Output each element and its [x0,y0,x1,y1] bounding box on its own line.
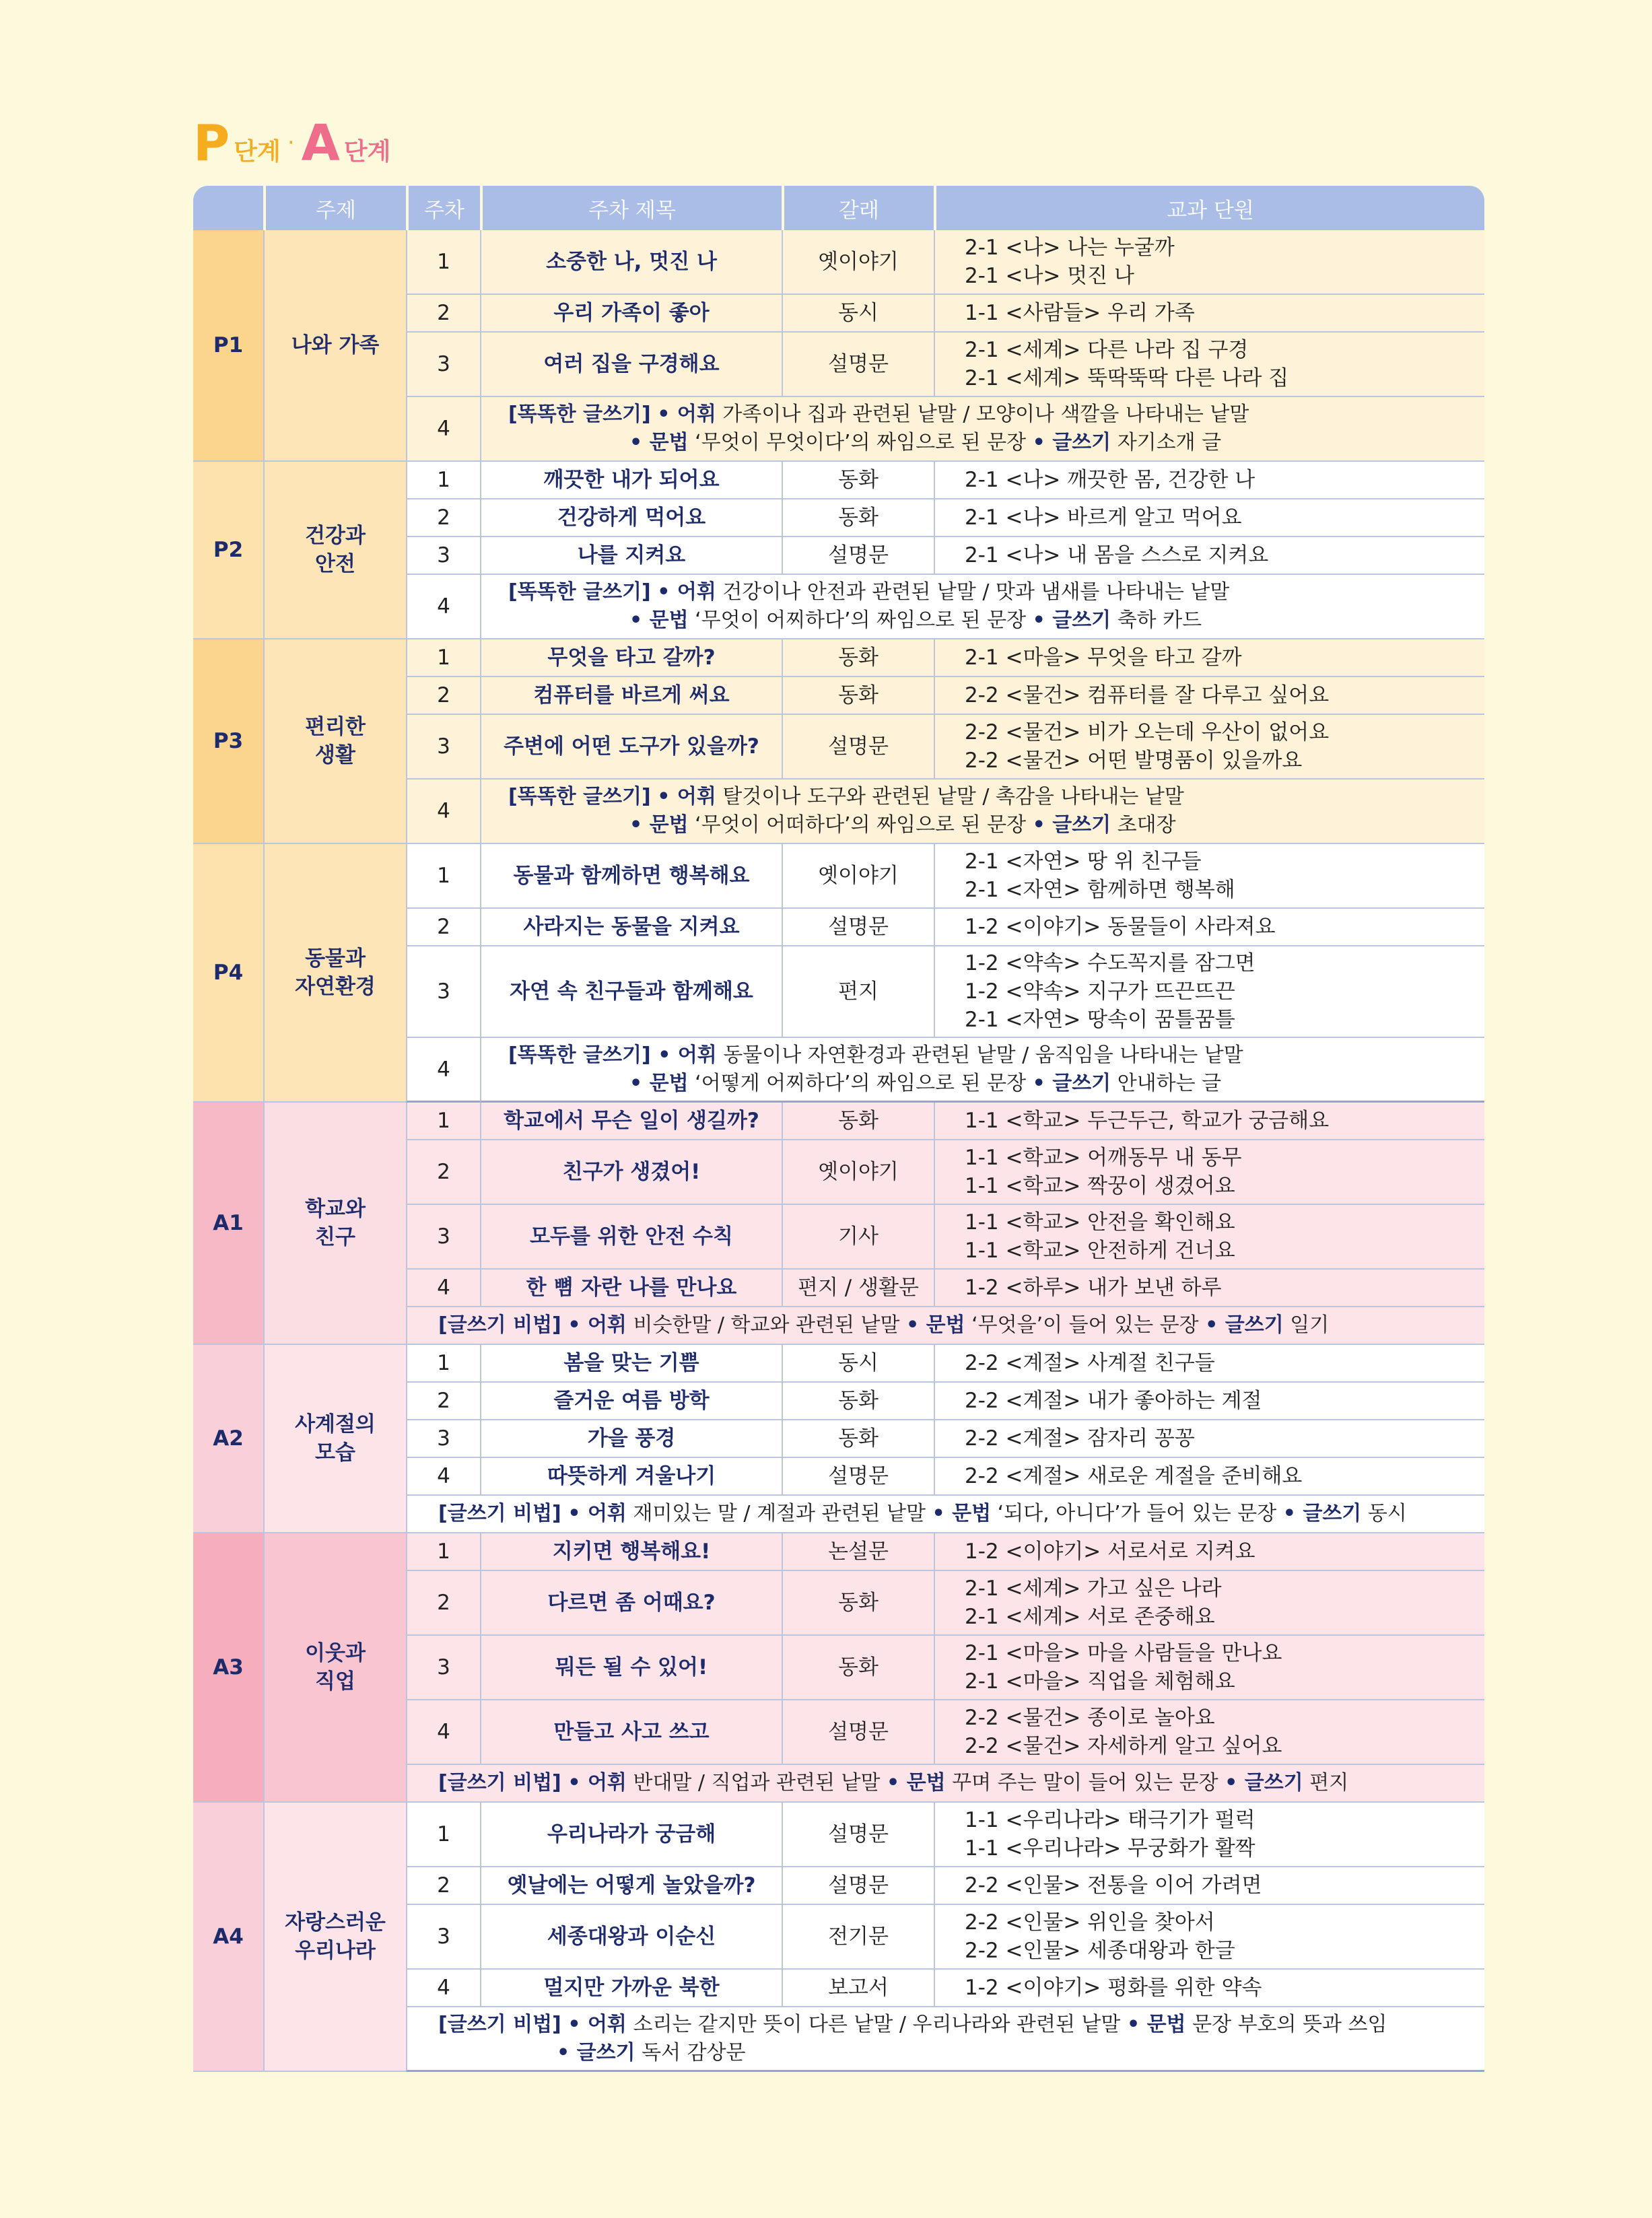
unit-line: 2-1 <나> 바르게 알고 먹어요 [965,506,1242,530]
note-key: • 문법 [629,1071,689,1095]
note-key: • 글쓰기 [557,2040,635,2065]
unit-line: 2-2 <물건> 어떤 발명품이 있을까요 [965,749,1303,773]
week-number: 3 [406,1905,480,1970]
genre: 설명문 [782,333,934,397]
unit-line: 1-2 <약속> 수도꼭지를 잠그면 [965,951,1255,975]
unit-line: 1-2 <약속> 지구가 뜨끈뜨끈 [965,979,1235,1004]
theme-line: 학교와 [305,1197,366,1221]
week-number: 3 [406,1420,480,1458]
group-code: P2 [193,462,263,639]
week-number: 2 [406,909,480,946]
note-label: [똑똑한 글쓰기] [508,785,651,808]
table-row [193,1103,1484,1140]
unit-line: 2-1 <세계> 뚝딱뚝딱 다른 나라 집 [965,366,1289,390]
note-text: 소리는 같지만 뜻이 다른 낱말 / 우리나라와 관련된 낱말 [626,2012,1127,2036]
genre: 옛이야기 [782,1140,934,1205]
note-key: • 어휘 [567,1313,627,1337]
genre: 동화 [782,1420,934,1458]
week-title: 한 뼘 자란 나를 만나요 [480,1270,782,1307]
week-title: 가을 풍경 [480,1420,782,1458]
week-number: 4 [406,1700,480,1765]
note-key: • 글쓰기 [1032,609,1111,632]
week-title: 동물과 함께하면 행복해요 [480,844,782,909]
writing-note [406,1496,1484,1533]
table-row [193,230,1484,295]
group-code: A2 [193,1345,263,1533]
note-label: [똑똑한 글쓰기] [508,403,651,426]
note-key: • 문법 [906,1313,965,1337]
unit-line: 2-2 <물건> 비가 오는데 우산이 없어요 [965,720,1330,744]
week-number: 3 [406,1636,480,1700]
textbook-unit [934,1803,1484,1867]
note-text: 문장 부호의 뜻과 쓰임 [1185,2012,1387,2036]
note-label: [글쓰기 비법] [438,1313,561,1337]
header-genre: 갈래 [782,186,934,230]
week-number: 1 [406,1103,480,1140]
unit-line: 1-2 <이야기> 동물들이 사라져요 [965,915,1276,939]
genre: 동화 [782,499,934,537]
writing-note [480,397,1484,462]
group-code: P4 [193,844,263,1103]
theme-line: 우리나라 [295,1939,376,1963]
unit-line: 1-1 <학교> 안전하게 건너요 [965,1239,1235,1263]
genre: 옛이야기 [782,230,934,295]
note-text: 재미있는 말 / 계절과 관련된 낱말 [626,1502,932,1525]
note-key: • 글쓰기 [1205,1313,1284,1337]
note-label: [글쓰기 비법] [438,1502,561,1525]
week-title: 세종대왕과 이순신 [480,1905,782,1970]
unit-line: 1-1 <학교> 두근두근, 학교가 궁금해요 [965,1109,1330,1133]
unit-line: 2-1 <나> 내 몸을 스스로 지켜요 [965,543,1269,567]
group-theme [263,1803,406,2072]
note-text: ‘어떻게 어찌하다’의 짜임으로 된 문장 [688,1071,1033,1095]
week-number: 3 [406,333,480,397]
textbook-unit [934,1383,1484,1420]
unit-line: 2-2 <인물> 세종대왕과 한글 [965,1939,1235,1963]
note-text: 꾸며 주는 말이 들어 있는 문장 [945,1771,1225,1795]
unit-line: 2-2 <계절> 내가 좋아하는 계절 [965,1389,1262,1413]
writing-note [406,2007,1484,2072]
note-text: 독서 감상문 [635,2040,746,2065]
note-label: [글쓰기 비법] [438,2012,561,2036]
note-key: • 문법 [629,431,689,454]
note-text: 반대말 / 직업과 관련된 낱말 [626,1771,887,1795]
unit-line: 2-2 <인물> 위인을 찾아서 [965,1910,1215,1935]
genre: 편지 / 생활문 [782,1270,934,1307]
group-code: P3 [193,639,263,844]
textbook-unit [934,677,1484,715]
textbook-unit [934,1140,1484,1205]
genre: 동시 [782,1345,934,1383]
note-label: [글쓰기 비법] [438,1771,561,1795]
genre: 동시 [782,295,934,333]
unit-line: 2-2 <물건> 종이로 놀아요 [965,1706,1215,1730]
theme-line: 모습 [315,1441,355,1465]
genre: 설명문 [782,537,934,575]
group-theme [263,462,406,639]
genre: 동화 [782,1383,934,1420]
unit-line: 2-1 <마을> 무엇을 타고 갈까 [965,646,1242,670]
week-title: 봄을 맞는 기쁨 [480,1345,782,1383]
writing-note [406,1765,1484,1803]
week-title: 만들고 사고 쓰고 [480,1700,782,1765]
note-key: • 어휘 [657,580,716,604]
week-title: 주변에 어떤 도구가 있을까? [480,715,782,779]
genre: 설명문 [782,909,934,946]
writing-note [480,575,1484,639]
textbook-unit [934,1103,1484,1140]
textbook-unit [934,909,1484,946]
header-week: 주차 [406,186,480,230]
note-text: 자기소개 글 [1111,431,1222,454]
note-key: • 어휘 [567,1502,627,1525]
unit-line: 2-1 <세계> 서로 존중해요 [965,1605,1215,1629]
week-title: 따뜻하게 겨울나기 [480,1458,782,1496]
group-theme [263,844,406,1103]
theme-line: 편리한 [305,715,366,739]
logo-a: A [301,114,340,172]
note-key: • 문법 [932,1502,992,1525]
week-title: 무엇을 타고 갈까? [480,639,782,677]
textbook-unit [934,1458,1484,1496]
theme-line: 생활 [315,743,355,767]
week-number: 1 [406,462,480,499]
genre: 설명문 [782,1803,934,1867]
textbook-unit [934,333,1484,397]
unit-line: 2-1 <마을> 직업을 체험해요 [965,1669,1235,1694]
week-title: 소중한 나, 멋진 나 [480,230,782,295]
textbook-unit [934,715,1484,779]
genre: 기사 [782,1205,934,1270]
genre: 동화 [782,462,934,499]
group-code: A1 [193,1103,263,1345]
unit-line: 1-1 <우리나라> 무궁화가 활짝 [965,1836,1255,1861]
note-text: 일기 [1283,1313,1330,1337]
genre: 설명문 [782,1867,934,1905]
week-number: 4 [406,1458,480,1496]
week-number: 2 [406,1140,480,1205]
genre: 전기문 [782,1905,934,1970]
unit-line: 2-1 <나> 멋진 나 [965,264,1134,288]
unit-line: 2-2 <인물> 전통을 이어 가려면 [965,1873,1262,1898]
week-number: 4 [406,397,480,462]
textbook-unit [934,1905,1484,1970]
note-text: ‘무엇이 무엇이다’의 짜임으로 된 문장 [688,431,1033,454]
note-label: [똑똑한 글쓰기] [508,580,651,604]
textbook-unit [934,1867,1484,1905]
week-number: 4 [406,779,480,844]
note-text: 안내하는 글 [1111,1071,1222,1095]
week-number: 1 [406,639,480,677]
week-number: 2 [406,1383,480,1420]
week-number: 2 [406,1571,480,1636]
genre: 편지 [782,946,934,1038]
unit-line: 2-2 <계절> 잠자리 꽁꽁 [965,1426,1195,1451]
note-key: • 어휘 [567,2012,627,2036]
textbook-unit [934,1533,1484,1571]
week-number: 2 [406,295,480,333]
note-text: 편지 [1303,1771,1349,1795]
group-theme [263,1533,406,1803]
note-key: • 글쓰기 [1032,1071,1111,1095]
note-text: ‘무엇을’이 들어 있는 문장 [965,1313,1206,1337]
note-text: ‘되다, 아니다’가 들어 있는 문장 [991,1502,1283,1525]
theme-line: 자연환경 [295,975,376,999]
logo-a-suffix: 단계 [343,138,391,166]
group-theme [263,1345,406,1533]
week-title: 옛날에는 어떻게 놀았을까? [480,1867,782,1905]
week-title: 학교에서 무슨 일이 생길까? [480,1103,782,1140]
theme-line: 동물과 [305,946,366,971]
textbook-unit [934,844,1484,909]
note-key: • 글쓰기 [1032,431,1111,454]
group-theme: 나와 가족 [263,230,406,462]
genre: 옛이야기 [782,844,934,909]
week-number: 3 [406,715,480,779]
group-theme [263,639,406,844]
unit-line: 2-2 <계절> 새로운 계절을 준비해요 [965,1464,1303,1488]
week-title: 건강하게 먹어요 [480,499,782,537]
week-number: 3 [406,946,480,1038]
week-number: 4 [406,1038,480,1103]
group-theme [263,1103,406,1345]
logo-p: P [193,114,230,172]
week-number: 1 [406,1803,480,1867]
unit-line: 1-2 <하루> 내가 보낸 하루 [965,1276,1222,1300]
table-row [193,639,1484,677]
week-title: 친구가 생겼어! [480,1140,782,1205]
week-number: 3 [406,1205,480,1270]
note-key: • 어휘 [650,1043,717,1067]
unit-line: 1-1 <학교> 짝꿍이 생겼어요 [965,1174,1235,1198]
unit-line: 2-2 <계절> 사계절 친구들 [965,1351,1215,1375]
note-text: 초대장 [1111,813,1176,837]
week-title: 뭐든 될 수 있어! [480,1636,782,1700]
table-row [193,1533,1484,1571]
unit-line: 2-1 <나> 나는 누굴까 [965,236,1175,260]
week-title: 자연 속 친구들과 함께해요 [480,946,782,1038]
genre: 설명문 [782,1700,934,1765]
theme-line: 자랑스러운 [285,1910,386,1935]
unit-line: 2-1 <자연> 땅속이 꿈틀꿈틀 [965,1008,1235,1032]
week-title: 모두를 위한 안전 수칙 [480,1205,782,1270]
writing-note [480,1038,1484,1103]
unit-line: 1-1 <우리나라> 태극기가 펄럭 [965,1808,1255,1832]
genre: 동화 [782,677,934,715]
week-number: 1 [406,844,480,909]
table-row [193,462,1484,499]
writing-note [406,1307,1484,1345]
week-number: 4 [406,1970,480,2007]
textbook-unit [934,1270,1484,1307]
table-row [193,1803,1484,1867]
note-key: • 글쓰기 [1032,813,1111,837]
unit-line: 2-1 <자연> 함께하면 행복해 [965,878,1235,902]
note-text: 동시 [1361,1502,1407,1525]
unit-line: 2-1 <마을> 마을 사람들을 만나요 [965,1641,1282,1665]
note-key: • 어휘 [657,403,716,426]
week-number: 1 [406,1345,480,1383]
group-code: A4 [193,1803,263,2072]
theme-line: 직업 [315,1669,355,1694]
note-text: 탈것이나 도구와 관련된 낱말 / 촉감을 나타내는 낱말 [716,785,1184,808]
unit-line: 1-1 <학교> 어깨동무 내 동무 [965,1146,1242,1170]
group-code: P1 [193,230,263,462]
week-number: 1 [406,1533,480,1571]
logo-p-suffix: 단계 [234,138,281,166]
unit-line: 2-2 <물건> 자세하게 알고 싶어요 [965,1734,1282,1758]
week-title: 우리나라가 궁금해 [480,1803,782,1867]
unit-line: 1-2 <이야기> 서로서로 지켜요 [965,1539,1255,1564]
theme-line: 사계절의 [295,1412,376,1436]
unit-line: 1-1 <학교> 안전을 확인해요 [965,1210,1235,1235]
textbook-unit [934,1970,1484,2007]
week-number: 2 [406,1867,480,1905]
week-number: 2 [406,499,480,537]
note-text: 동물이나 자연환경과 관련된 낱말 / 움직임을 나타내는 낱말 [716,1043,1243,1067]
unit-line: 2-2 <물건> 컴퓨터를 잘 다루고 싶어요 [965,683,1330,707]
week-title: 멀지만 가까운 북한 [480,1970,782,2007]
textbook-unit [934,1571,1484,1636]
unit-line: 2-1 <세계> 가고 싶은 나라 [965,1576,1222,1601]
theme-line: 건강과 [305,524,366,548]
week-title: 지키면 행복해요! [480,1533,782,1571]
unit-line: 1-2 <이야기> 평화를 위한 약속 [965,1976,1262,2000]
textbook-unit [934,295,1484,333]
note-key: • 글쓰기 [1282,1502,1362,1525]
note-key: • 문법 [1126,2012,1186,2036]
week-number: 4 [406,1270,480,1307]
header-unit: 교과 단원 [934,186,1484,230]
textbook-unit [934,1345,1484,1383]
genre: 보고서 [782,1970,934,2007]
curriculum-table [193,186,1484,2072]
genre: 동화 [782,1571,934,1636]
textbook-unit [934,1700,1484,1765]
textbook-unit [934,499,1484,537]
note-key: • 어휘 [567,1771,627,1795]
unit-line: 1-1 <사람들> 우리 가족 [965,301,1195,325]
header-title: 주차 제목 [480,186,782,230]
note-key: • 문법 [887,1771,946,1795]
week-title: 나를 지켜요 [480,537,782,575]
note-text: 축하 카드 [1111,609,1202,632]
header-code [193,186,263,230]
table-row [193,844,1484,909]
theme-line: 안전 [315,552,355,576]
unit-line: 2-1 <세계> 다른 나라 집 구경 [965,338,1249,362]
textbook-unit [934,230,1484,295]
note-text: 건강이나 안전과 관련된 낱말 / 맛과 냄새를 나타내는 낱말 [716,580,1230,604]
genre: 설명문 [782,1458,934,1496]
genre: 설명문 [782,715,934,779]
group-code: A3 [193,1533,263,1803]
note-text: ‘무엇이 어떠하다’의 짜임으로 된 문장 [688,813,1033,837]
table-header-row [193,186,1484,230]
week-title: 깨끗한 내가 되어요 [480,462,782,499]
week-number: 3 [406,537,480,575]
header-theme: 주제 [263,186,406,230]
note-text: 가족이나 집과 관련된 낱말 / 모양이나 색깔을 나타내는 낱말 [716,403,1249,426]
week-title: 여러 집을 구경해요 [480,333,782,397]
genre: 동화 [782,1103,934,1140]
textbook-unit [934,639,1484,677]
genre: 동화 [782,639,934,677]
week-number: 4 [406,575,480,639]
textbook-unit [934,1420,1484,1458]
textbook-unit [934,462,1484,499]
note-text: ‘무엇이 어찌하다’의 짜임으로 된 문장 [688,609,1033,632]
logo-dot: · [287,129,295,156]
note-label: [똑똑한 글쓰기] [508,1043,651,1067]
stage-logo [193,114,391,172]
note-key: • 글쓰기 [1225,1771,1303,1795]
week-title: 다르면 좀 어때요? [480,1571,782,1636]
genre: 동화 [782,1636,934,1700]
note-key: • 문법 [629,609,689,632]
week-title: 사라지는 동물을 지켜요 [480,909,782,946]
theme-line: 친구 [315,1225,355,1249]
unit-line: 2-1 <자연> 땅 위 친구들 [965,850,1202,874]
unit-line: 2-1 <나> 깨끗한 몸, 건강한 나 [965,468,1255,492]
textbook-unit [934,1636,1484,1700]
week-number: 1 [406,230,480,295]
week-title: 우리 가족이 좋아 [480,295,782,333]
week-title: 즐거운 여름 방학 [480,1383,782,1420]
week-title: 컴퓨터를 바르게 써요 [480,677,782,715]
textbook-unit [934,1205,1484,1270]
note-key: • 문법 [629,813,689,837]
genre: 논설문 [782,1533,934,1571]
textbook-unit [934,537,1484,575]
note-key: • 어휘 [657,785,716,808]
week-number: 2 [406,677,480,715]
table-row [193,1345,1484,1383]
theme-line: 이웃과 [305,1641,366,1665]
textbook-unit [934,946,1484,1038]
note-text: 비슷한말 / 학교와 관련된 낱말 [626,1313,907,1337]
writing-note [480,779,1484,844]
